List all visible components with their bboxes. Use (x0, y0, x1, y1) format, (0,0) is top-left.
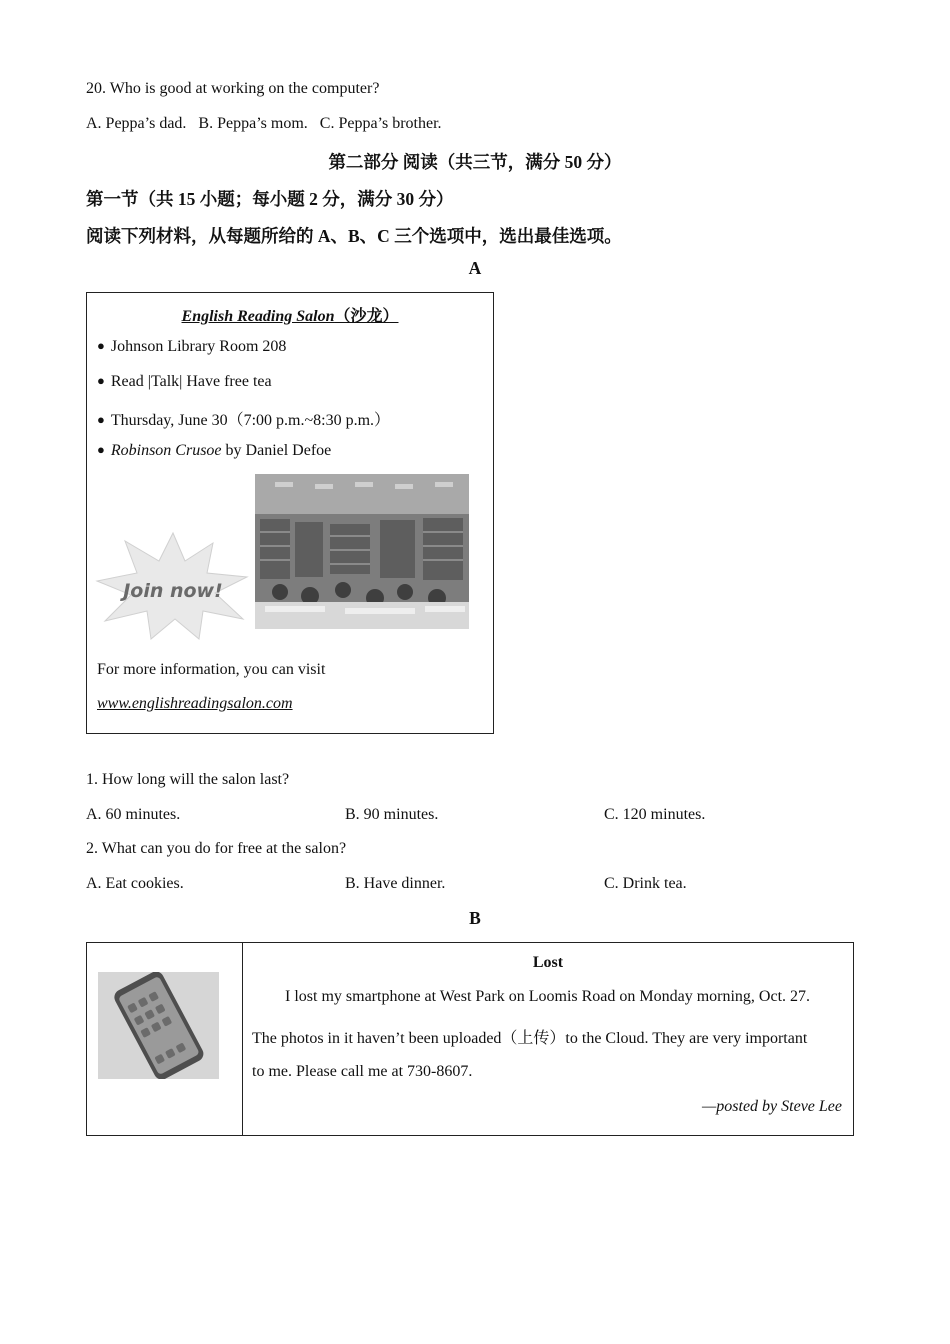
question-2-stem: 2. What can you do for free at the salon? (86, 840, 347, 857)
salon-title (87, 303, 493, 326)
library-photo (255, 474, 469, 629)
lost-line-2: The photos in it haven’t been uploaded（上传）to the Cloud. They are very important (252, 1030, 808, 1047)
passage-b-label (0, 908, 950, 929)
section1-heading: 第一节（共 15 小题；每小题 2 分，满分 30 分） (86, 189, 454, 209)
salon-title-en: English Reading Salon (181, 308, 335, 325)
question-1-option-c: C. 120 minutes. (604, 806, 706, 823)
join-now-badge (95, 531, 251, 641)
passage-b-label-text: B (469, 908, 481, 928)
question-2-option-c: C. Drink tea. (604, 875, 687, 892)
part2-title-text: 第二部分 阅读（共三节，满分 50 分） (328, 152, 622, 172)
question-2-option-a: A. Eat cookies. (86, 875, 184, 892)
salon-notice (86, 292, 494, 734)
question-20-options: A. Peppa’s dad. B. Peppa’s mom. C. Peppa’s brother. (86, 115, 442, 132)
salon-item-location (97, 338, 286, 356)
passage-a-label (0, 258, 950, 279)
question-1-option-b: B. 90 minutes. (345, 806, 439, 823)
salon-website-link[interactable]: www.englishreadingsalon.com (97, 695, 293, 712)
salon-title-zh: （沙龙） (334, 308, 399, 325)
book-title: Robinson Crusoe (110, 442, 222, 459)
more-info-text: For more information, you can visit (97, 661, 326, 678)
smartphone-photo (98, 972, 219, 1079)
question-1-option-a: A. 60 minutes. (86, 806, 181, 823)
lost-line-1: I lost my smartphone at West Park on Loomis Road on Monday morning, Oct. 27. (285, 988, 811, 1005)
salon-item-activities (97, 373, 272, 391)
salon-item-location-text: Johnson Library Room 208 (110, 338, 287, 355)
salon-item-time (97, 407, 390, 430)
book-author: by Daniel Defoe (221, 442, 332, 459)
reading-instruction: 阅读下列材料，从每题所给的 A、B、C 三个选项中，选出最佳选项。 (86, 226, 622, 246)
question-2-option-b: B. Have dinner. (345, 875, 446, 892)
salon-item-book (97, 442, 331, 460)
question-1-stem: 1. How long will the salon last? (86, 771, 290, 788)
lost-signature: —posted by Steve Lee (702, 1098, 842, 1115)
lost-line-3: to me. Please call me at 730-8607. (252, 1063, 473, 1080)
join-now-text: Join now! (123, 580, 223, 602)
salon-item-activities-text: Read |Talk| Have free tea (110, 373, 272, 390)
lost-title: Lost (532, 954, 564, 971)
lost-notice-table (86, 942, 854, 1136)
part2-title (0, 149, 950, 174)
question-20-stem: 20. Who is good at working on the computer? (86, 80, 380, 97)
salon-item-time-text: Thursday, June 30（7:00 p.m.~8:30 p.m.） (110, 412, 391, 429)
passage-a-label-text: A (468, 258, 482, 278)
